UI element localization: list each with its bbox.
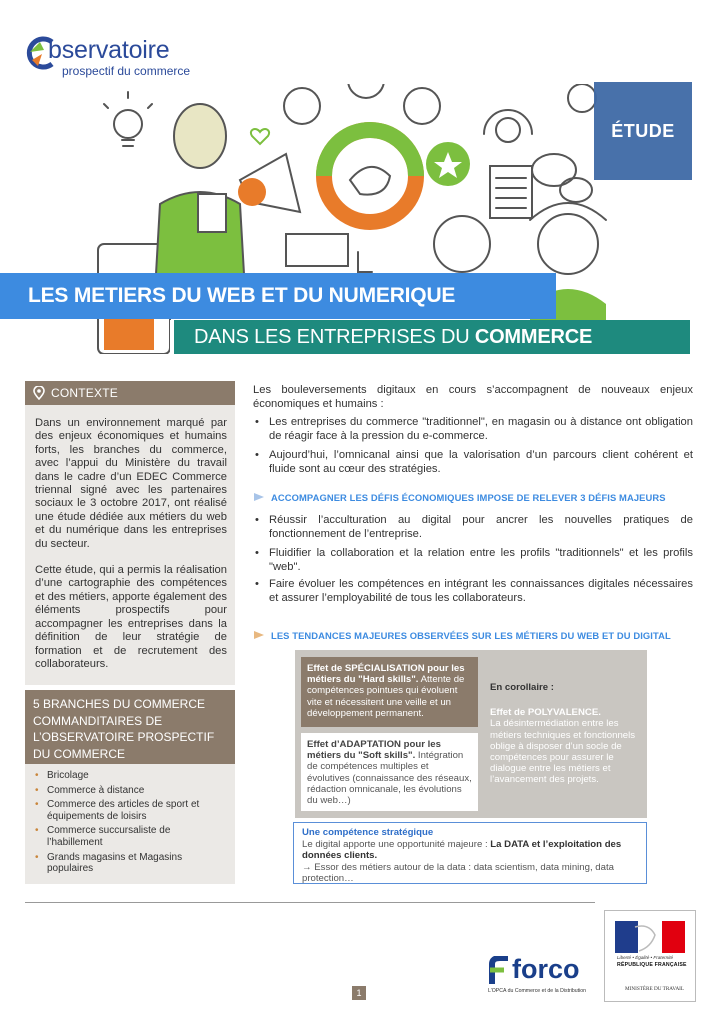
forco-tagline: L’OPCA du Commerce et de la Distribution [488,988,587,994]
adaptation-title: Effet d’ADAPTATION pour les métiers du "Soft skills". [307,739,441,762]
lightbulb-icon [104,92,152,146]
list-item: • Commerce des articles de sport et équipements de loisirs [35,799,227,822]
footer-divider [25,902,595,903]
strategic-line-1-prefix: Le digital apporte une opportunité majeure : [302,838,491,850]
document-icon [490,166,532,218]
chat-bubble-icon [532,154,576,186]
forco-wordmark: forco [512,954,580,984]
adaptation-text: Intégration de compétences multiples et évolutives (connaissance des réseaux, rédaction omnicanale, les évolutions du web…) [307,750,472,807]
section1-bullet: • Faire évoluer les compétences en intégrant les connaissances digitales nécessaires et assurer l’employabilité de tous les collaborateurs. [253,578,693,605]
rf-name: RÉPUBLIQUE FRANÇAISE [617,962,687,968]
megaphone-icon [238,154,300,212]
forco-logo-icon [488,956,510,986]
subtitle-banner [170,320,690,354]
branches-list-box [25,764,235,884]
corollaire-label: En corollaire : [490,682,554,693]
logo-wordmark: bservatoire [48,36,170,64]
polyvalence-text: La désintermédiation entre les métiers techniques et fonctionnels oblige à disposer d’un socle de compétences pour assurer le dialogue entre les métiers et l’avancement des projets. [490,718,636,786]
intro-bullet: • Aujourd’hui, l’omnicanal ainsi que la valorisation d’un parcours client cohérent et fluide sont au cœur des stratégies. [253,449,693,476]
page-number: 1 [352,986,366,1000]
monitor-icon [286,234,348,266]
star-badge-icon [426,142,470,186]
strategic-title: Une compétence stratégique [302,827,434,838]
intro-bullet: • Les entreprises du commerce "traditionnel", en magasin ou à distance ont obligation de réagir face à la pression du e-commerce. [253,416,693,443]
list-item: • Commerce succursaliste de l’habillement [35,825,227,848]
branches-header [25,690,235,764]
subtitle-bold: COMMERCE [474,325,593,348]
magnifier-icon [568,84,596,112]
branches-heading: 5 BRANCHES DU COMMERCE COMMANDITAIRES DE L’OBSERVATOIRE PROSPECTIF DU COMMERCE [33,697,215,761]
subtitle-prefix: DANS LES ENTREPRISES DU [194,325,475,348]
logo-tagline: prospectif du commerce [62,64,191,78]
contexte-body [25,405,235,685]
etude-label: ÉTUDE [611,120,675,141]
triangle-bullet-icon [253,492,265,502]
corollaire-block [490,682,642,786]
strategic-line-1 [302,839,638,862]
contexte-header [25,381,235,405]
heart-icon [251,129,269,144]
pointer-icon [358,252,372,272]
user-circle-icon [404,88,440,124]
specialisation-box [301,657,478,727]
main-title-banner [0,273,556,319]
adaptation-box [301,733,478,811]
person-face-icon [538,214,598,274]
person-face-icon [434,216,490,272]
section2-header [253,627,703,643]
intro-paragraph: Les bouleversements digitaux en cours s’accompagnent de nouveaux enjeux économiques et humains : [253,384,693,410]
subtitle [194,326,592,349]
marianne-flag-icon [615,921,685,953]
woman-figure [156,104,244,274]
social-donut-icon [324,130,416,222]
section2-heading: LES TENDANCES MAJEURES OBSERVÉES SUR LES MÉTIERS DU WEB ET DU DIGITAL [271,629,671,641]
list-item: • Commerce à distance [35,785,227,797]
contexte-paragraph-2: Cette étude, qui a permis la réalisation d’une cartographie des compétences et des métiers, apporte également des éléments prospectifs pour accompagner les entreprises dans la définition de leur stratégie de formation et de recrutement des collaborateurs. [35,564,227,670]
branches-list [35,770,227,875]
section1-bullet: • Réussir l’acculturation au digital pour ancrer les nouvelles pratiques de fonctionnement de l’entreprise. [253,514,693,541]
strategic-line-1-bold: La DATA et l’exploitation des données clients. [302,838,622,862]
observatoire-logo [24,36,224,80]
triangle-bullet-icon [253,630,265,640]
user-circle-icon [284,88,320,124]
location-pin-icon [33,386,45,400]
forco-logo [488,954,598,1000]
user-circle-icon [348,84,384,98]
ministry-name: MINISTÈRE DU TRAVAIL [625,986,685,992]
strategic-line-2: → Essor des métiers autour de la data : data scientism, data mining, data protection… [302,861,614,885]
section1-header [253,489,703,505]
etude-badge [594,82,692,180]
headset-icon [484,110,532,134]
rf-motto: Liberté • Égalité • Fraternité [617,955,674,960]
polyvalence-title: Effet de POLYVALENCE. [490,707,601,719]
list-item: • Grands magasins et Magasins populaires [35,852,227,875]
contexte-paragraph-1: Dans un environnement marqué par des enjeux économiques et humains forts, les branches du commerce, avec l’appui du Ministère du travail dans le cadre d’un EDEC Commerce triennal signé avec les partenaires sociaux le 3 octobre 2017, ont réalisé une étude dédiée aux métiers du web et du numérique dans les entreprises du secteur. [35,417,227,550]
main-title: LES METIERS DU WEB ET DU NUMERIQUE [28,284,456,307]
section1-heading: ACCOMPAGNER LES DÉFIS ÉCONOMIQUES IMPOSE DE RELEVER 3 DÉFIS MAJEURS [271,491,666,503]
section1-bullet: • Fluidifier la collaboration et la relation entre les profils "traditionnels" et les profils "web". [253,547,693,574]
list-item: • Bricolage [35,770,227,782]
republique-francaise-logo [604,910,696,1002]
specialisation-title: Effet de SPÉCIALISATION pour les métiers du "Hard skills". [307,663,465,686]
chat-bubble-icon [560,178,592,202]
contexte-heading: CONTEXTE [51,386,118,400]
strategic-box [293,822,647,884]
specialisation-text: Attente de compétences pointues qui évoluent vite et nécessitent une veille et un développement permanent. [307,674,465,719]
